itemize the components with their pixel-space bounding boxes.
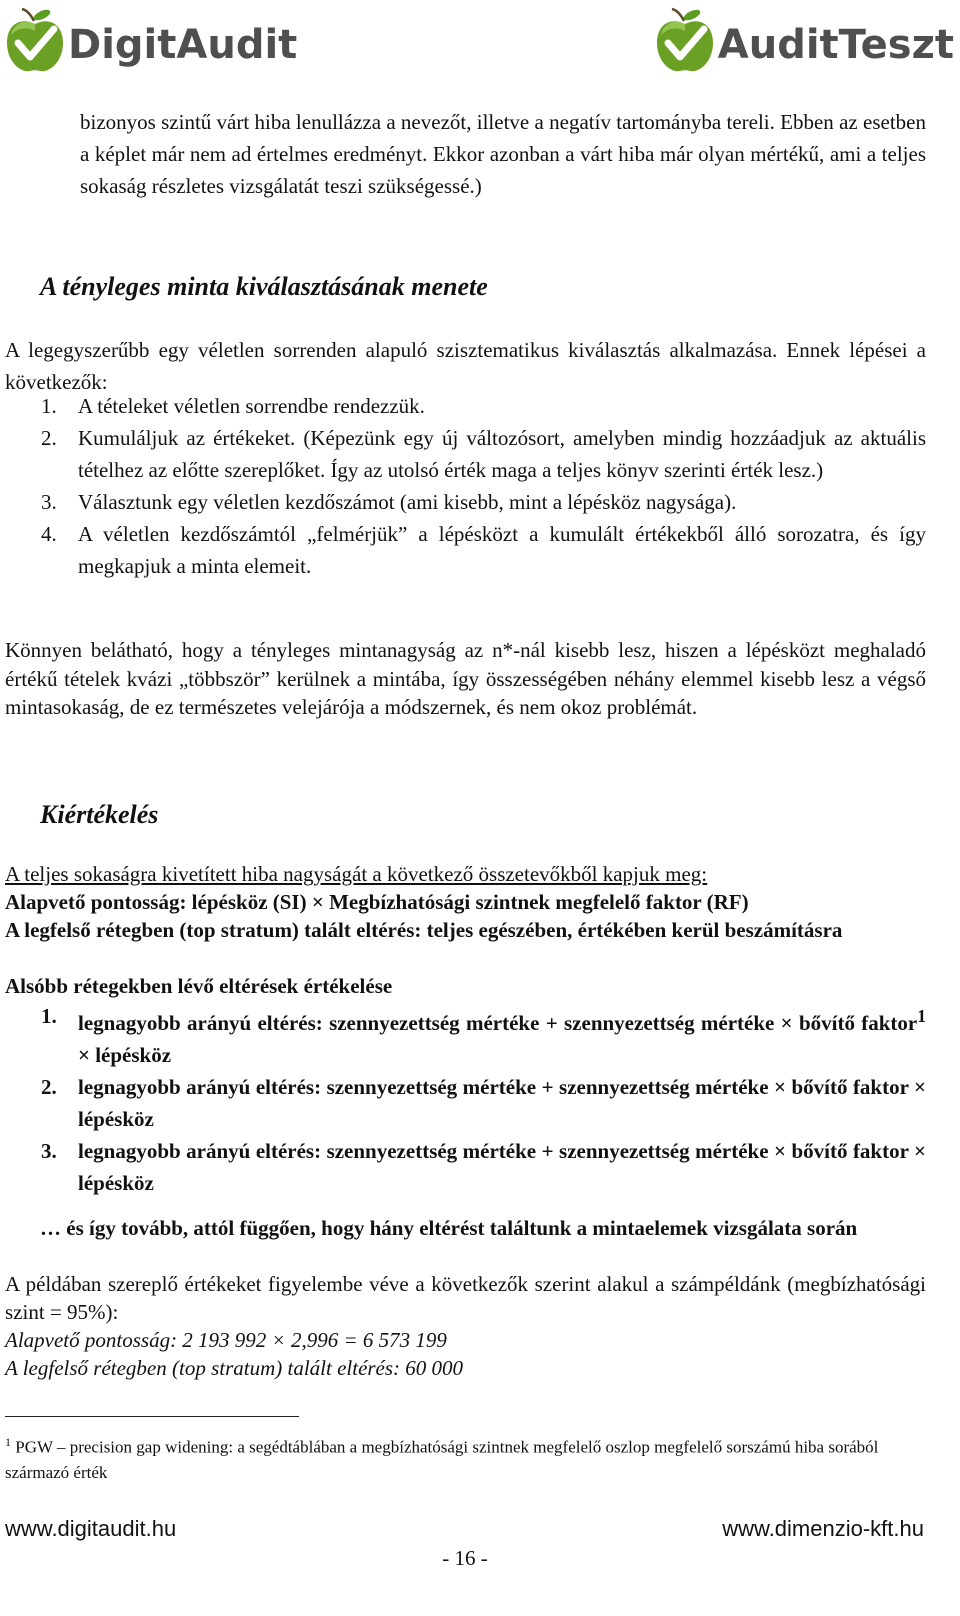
- page-number: - 16 -: [442, 1546, 488, 1570]
- selection-closing-paragraph: Könnyen belátható, hogy a tényleges mintanagyság az n*-nál kisebb lesz, hiszen a lépésközt meghaladó értékű tételek kvázi „többször” kerülnek a mintába, így összességében néhány elemmel kisebb lesz a végső mintasokaság, de ez természetes velejárója a módszernek, és nem okoz problémát.: [5, 638, 926, 719]
- footnote-ref[interactable]: 1: [917, 1006, 926, 1026]
- right-logo-text: AuditTeszt: [717, 22, 954, 68]
- green-apple-check-icon: [4, 7, 66, 75]
- list-item: 3. Választunk egy véletlen kezdőszámot (ami kisebb, mint a lépésköz nagysága).: [41, 490, 737, 514]
- lower-strata-list: [5, 1000, 926, 1199]
- example-lead: A példában szereplő értékeket figyelembe véve a következők szerint alakul a számpéldánk (megbízhatósági szint = 95%):: [5, 1272, 926, 1324]
- top-stratum-rule: A legfelső rétegben (top stratum) talált eltérés: teljes egészében, értékében kerül beszámításra: [5, 918, 843, 942]
- evaluation-underlined-lead: A teljes sokaságra kivetített hiba nagyságát a következő összetevőkből kapjuk meg:: [5, 862, 708, 886]
- selection-lead: A legegyszerűbb egy véletlen sorrenden alapuló szisztematikus kiválasztás alkalmazása. Ennek lépései a következők:: [5, 338, 926, 394]
- footnote-separator: [5, 1416, 299, 1417]
- green-apple-check-icon: [654, 7, 716, 75]
- section-heading-evaluation: Kiértékelés: [40, 800, 159, 829]
- example-basic-precision: Alapvető pontosság: 2 193 992 × 2,996 = 6 573 199: [5, 1328, 447, 1352]
- list-item: 4. A véletlen kezdőszámtól „felmérjük” a lépésközt a kumulált értékekből álló sorozatra, és így megkapjuk a minta elemeit.: [41, 522, 926, 578]
- footnote: $^1$ PGW – precision gap widening: a segédtáblában a megbízhatósági szintnek megfelelő oszlop megfelelő sorszámú hiba sorából származó érték: [5, 1435, 879, 1482]
- list-item: 1. legnagyobb arányú eltérés: szennyezettség mértéke + szennyezettség mértéke × bővítő faktor$^1$ × lépésköz: [41, 1004, 926, 1067]
- auditteszt-logo: [654, 4, 954, 78]
- digitaudit-logo: [4, 4, 297, 78]
- list-item: 2. legnagyobb arányú eltérés: szennyezettség mértéke + szennyezettség mértéke × bővítő faktor × lépésköz: [41, 1075, 926, 1131]
- continuation-note: … és így tovább, attól függően, hogy hány eltérést találtunk a mintaelemek vizsgálata során: [40, 1216, 858, 1240]
- intro-paragraph: bizonyos szintű várt hiba lenullázza a nevezőt, illetve a negatív tartományba tereli. Ebben az esetben a képlet már nem ad értelmes eredményt. Ekkor azonban a várt hiba már olyan mértékű, ami a teljes sokaság részletes vizsgálatát teszi szükségessé.): [80, 110, 926, 198]
- footer-right-url[interactable]: www.dimenzio-kft.hu: [722, 1516, 924, 1541]
- list-item: 2. Kumuláljuk az értékeket. (Képezünk egy új változósort, amelyben mindig hozzáadjuk az aktuális tételhez az előtte szereplőket. Így az utolsó érték maga a teljes könyv szerinti érték lesz.): [41, 426, 926, 482]
- list-item: 3. legnagyobb arányú eltérés: szennyezettség mértéke + szennyezettség mértéke × bővítő faktor × lépésköz: [41, 1139, 926, 1195]
- list-item: 1. A tételeket véletlen sorrendbe rendezzük.: [41, 394, 425, 418]
- footer-left-url[interactable]: www.digitaudit.hu: [5, 1516, 177, 1541]
- lower-strata-heading: Alsóbb rétegekben lévő eltérések értékelése: [5, 974, 393, 998]
- section-heading-selection: A tényleges minta kiválasztásának menete: [40, 272, 488, 301]
- selection-steps-list: [5, 390, 926, 582]
- example-top-stratum: A legfelső rétegben (top stratum) talált eltérés: 60 000: [5, 1356, 464, 1380]
- basic-precision-formula: Alapvető pontosság: lépésköz (SI) × Megbízhatósági szintnek megfelelő faktor (RF): [5, 890, 749, 914]
- left-logo-text: DigitAudit: [68, 22, 298, 68]
